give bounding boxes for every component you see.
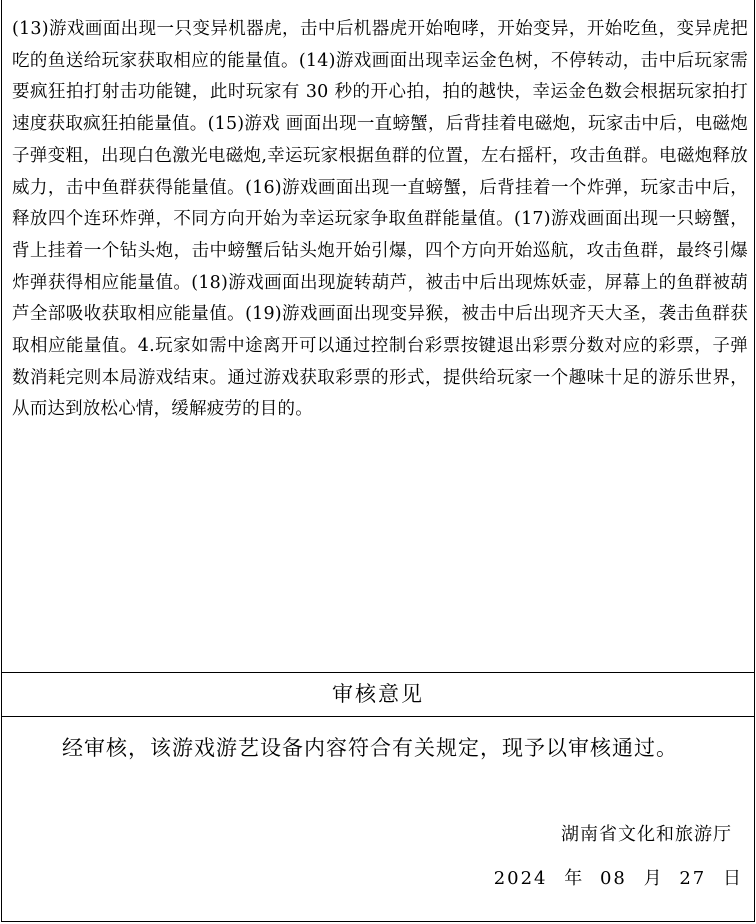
- date-year: 2024: [493, 868, 548, 889]
- review-date: [494, 866, 742, 892]
- date-day: 27: [679, 868, 707, 889]
- date-month-unit: 月: [643, 868, 663, 889]
- date-month: 08: [599, 868, 627, 889]
- game-description-text: (13)游戏画面出现一只变异机器虎，击中后机器虎开始咆哮，开始变异，开始吃鱼，变异虎把吃的鱼送给玩家获取相应的能量值。(14)游戏画面出现幸运金色树，不停转动，击中后玩家需要疯狂拍打射击功能键，此时玩家有 30 秒的开心拍，拍的越快，幸运金色数会根据玩家拍打速度获取疯狂拍能量值。(15)游戏 画面出现一直螃蟹，后背挂着电磁炮，玩家击中后，电磁炮子弹变粗，出现白色激光电磁炮,幸运玩家根据鱼群的位置，左右摇杆，攻击鱼群。电磁炮释放威力，击中鱼群获得能量值。(16)游戏画面出现一直螃蟹，后背挂着一个炸弹，玩家击中后，释放四个连环炸弹，不同方向开始为幸运玩家争取鱼群能量值。(17)游戏画面出现一只螃蟹，背上挂着一个钻头炮，击中螃蟹后钻头炮开始引爆，四个方向开始巡航，攻击鱼群，最终引爆炸弹获得相应能量值。(18)游戏画面出现旋转葫芦，被击中后出现炼妖壶，屏幕上的鱼群被葫芦全部吸收获取相应能量值。(19)游戏画面出现变异猴，被击中后出现齐天大圣，袭击鱼群获取相应能量值。4.玩家如需中途离开可以通过控制台彩票按键退出彩票分数对应的彩票，子弹数消耗完则本局游戏结束。通过游戏获取彩票的形式，提供给玩家一个趣味十足的游乐世界， 从而达到放松心情，缓解疲劳的目的。: [12, 19, 748, 420]
- review-section-title: 审核意见: [332, 682, 424, 706]
- issuing-authority: 湖南省文化和旅游厅: [561, 824, 732, 845]
- date-day-unit: 日: [723, 868, 742, 889]
- review-form-table: [1, 0, 755, 922]
- date-year-unit: 年: [564, 868, 584, 889]
- section-divider-bottom: [2, 716, 754, 717]
- review-opinion-text: 经审核，该游戏游艺设备内容符合有关规定，现予以审核通过。: [62, 736, 678, 760]
